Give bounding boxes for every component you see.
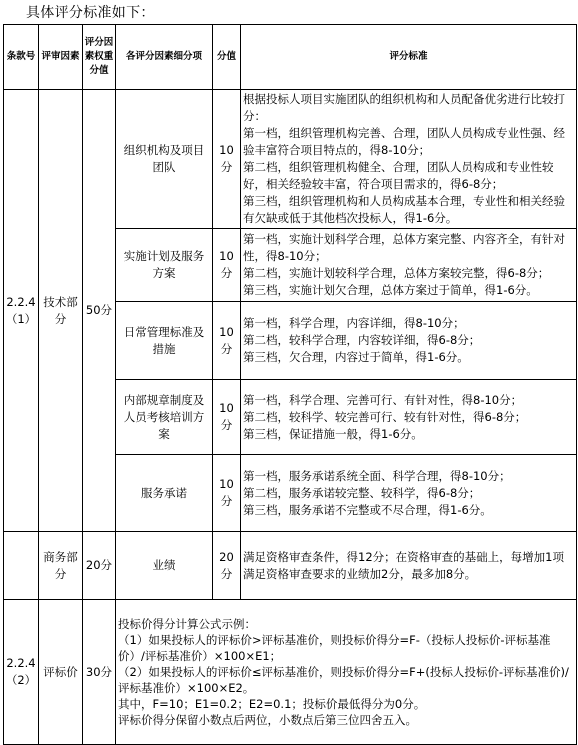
weight-cell: 30分 bbox=[83, 600, 116, 745]
criteria-cell bbox=[241, 302, 577, 380]
formula-line: 其中，F=10；E1=0.2；E2=0.1；投标价最低得分为0分。 bbox=[118, 697, 426, 711]
sub-factor-cell: 业绩 bbox=[116, 532, 213, 600]
points-cell: 10分 bbox=[213, 229, 241, 302]
scoring-table bbox=[3, 24, 577, 745]
criteria-cell bbox=[241, 229, 577, 302]
header-factor: 评审因素 bbox=[39, 25, 83, 90]
criteria-line: 第三档，欠合理，内容过于简单，得1-6分。 bbox=[243, 350, 469, 364]
sub-factor-cell: 组织机构及项目团队 bbox=[116, 90, 213, 229]
criteria-line: 第一档，科学合理、完善可行、有针对性，得8-10分； bbox=[243, 392, 523, 407]
criteria-line: 满足资格审查条件，得12分；在资格审查的基础上，每增加1项满足资格审查要求的业绩加2分，最多加8分。 bbox=[243, 549, 564, 581]
criteria-line: 第二档，服务承诺较完整、较科学，得6-8分； bbox=[243, 485, 481, 500]
points-cell: 10分 bbox=[213, 455, 241, 532]
factor-cell: 评标价 bbox=[39, 600, 83, 745]
header-clause: 条款号 bbox=[4, 25, 39, 90]
sub-factor-cell: 实施计划及服务方案 bbox=[116, 229, 213, 302]
header-points: 分值 bbox=[213, 25, 241, 90]
header-sub-factor: 各评分因素细分项 bbox=[116, 25, 213, 90]
criteria-line: 第二档，较科学合理，内容较详细，得6-8分； bbox=[243, 333, 481, 347]
formula-line: （1）如果投标人的评标价>评标基准价，则投标价得分=F-（投标人投标价-评标基准价）/评标基准价）×100×E1； bbox=[118, 633, 551, 663]
points-cell: 10分 bbox=[213, 90, 241, 229]
criteria-line: 第一档，实施计划科学合理，总体方案完整、内容齐全，有针对性，得8-10分； bbox=[243, 232, 565, 263]
intro-text: 具体评分标准如下： bbox=[26, 5, 155, 21]
clause-cell bbox=[4, 532, 39, 600]
sub-factor-cell: 日常管理标准及措施 bbox=[116, 302, 213, 380]
factor-cell: 技术部分 bbox=[39, 90, 83, 532]
criteria-cell bbox=[241, 455, 577, 532]
table-row bbox=[4, 600, 577, 745]
points-cell: 20分 bbox=[213, 532, 241, 600]
criteria-line: 第三档，保证措施一般，得1-6分。 bbox=[243, 426, 423, 441]
criteria-line: 第一档，服务承诺系统全面、科学合理，得8-10分； bbox=[243, 468, 511, 483]
formula-line: （2）如果投标人的评标价≤评标基准价，则投标价得分=F+(投标人投标价-评标基准价)/评标基准价）×100×E2。 bbox=[118, 665, 569, 695]
header-weight: 评分因素权重分值 bbox=[83, 25, 116, 90]
weight-cell: 50分 bbox=[83, 90, 116, 532]
sub-factor-cell: 服务承诺 bbox=[116, 455, 213, 532]
table-row bbox=[4, 90, 577, 229]
criteria-line: 第二档，较科学、较完善可行、较有针对性，得6-8分； bbox=[243, 409, 527, 424]
criteria-cell bbox=[241, 90, 577, 229]
criteria-line: 第三档，服务承诺不完整或不尽合理，得1-6分。 bbox=[243, 502, 492, 517]
factor-cell: 商务部分 bbox=[39, 532, 83, 600]
price-formula-cell bbox=[116, 600, 577, 745]
weight-cell: 20分 bbox=[83, 532, 116, 600]
criteria-line: 根据投标人项目实施团队的组织机构和人员配备优劣进行比较打分： bbox=[243, 92, 565, 123]
criteria-line: 第一档，组织管理机构完善、合理，团队人员构成专业性强、经验丰富符合项目特点的，得8-10分； bbox=[243, 126, 565, 157]
criteria-cell bbox=[241, 380, 577, 455]
criteria-line: 第二档，组织管理机构健全、合理，团队人员构成和专业性较好，相关经验较丰富，符合项目需求的，得6-8分； bbox=[243, 160, 554, 191]
clause-cell: 2.2.4（1） bbox=[4, 90, 39, 532]
formula-line: 评标价得分保留小数点后两位，小数点后第三位四舍五入。 bbox=[118, 713, 417, 727]
criteria-line: 第三档，组织管理机构和人员构成基本合理，专业性和相关经验有欠缺或低于其他档次投标人，得1-6分。 bbox=[243, 194, 565, 225]
clause-cell: 2.2.4（2） bbox=[4, 600, 39, 745]
header-criteria: 评分标准 bbox=[241, 25, 577, 90]
table-row bbox=[4, 532, 577, 600]
criteria-line: 第三档，实施计划欠合理，总体方案过于简单，得1-6分。 bbox=[243, 283, 538, 297]
points-cell: 10分 bbox=[213, 380, 241, 455]
formula-line: 投标价得分计算公式示例： bbox=[118, 617, 256, 631]
points-cell: 10分 bbox=[213, 302, 241, 380]
criteria-line: 第二档，实施计划较科学合理，总体方案较完整，得6-8分； bbox=[243, 266, 550, 280]
criteria-line: 第一档，科学合理，内容详细，得8-10分； bbox=[243, 316, 465, 330]
header-row bbox=[4, 25, 577, 90]
criteria-cell bbox=[241, 532, 577, 600]
sub-factor-cell: 内部规章制度及人员考核培训方案 bbox=[116, 380, 213, 455]
